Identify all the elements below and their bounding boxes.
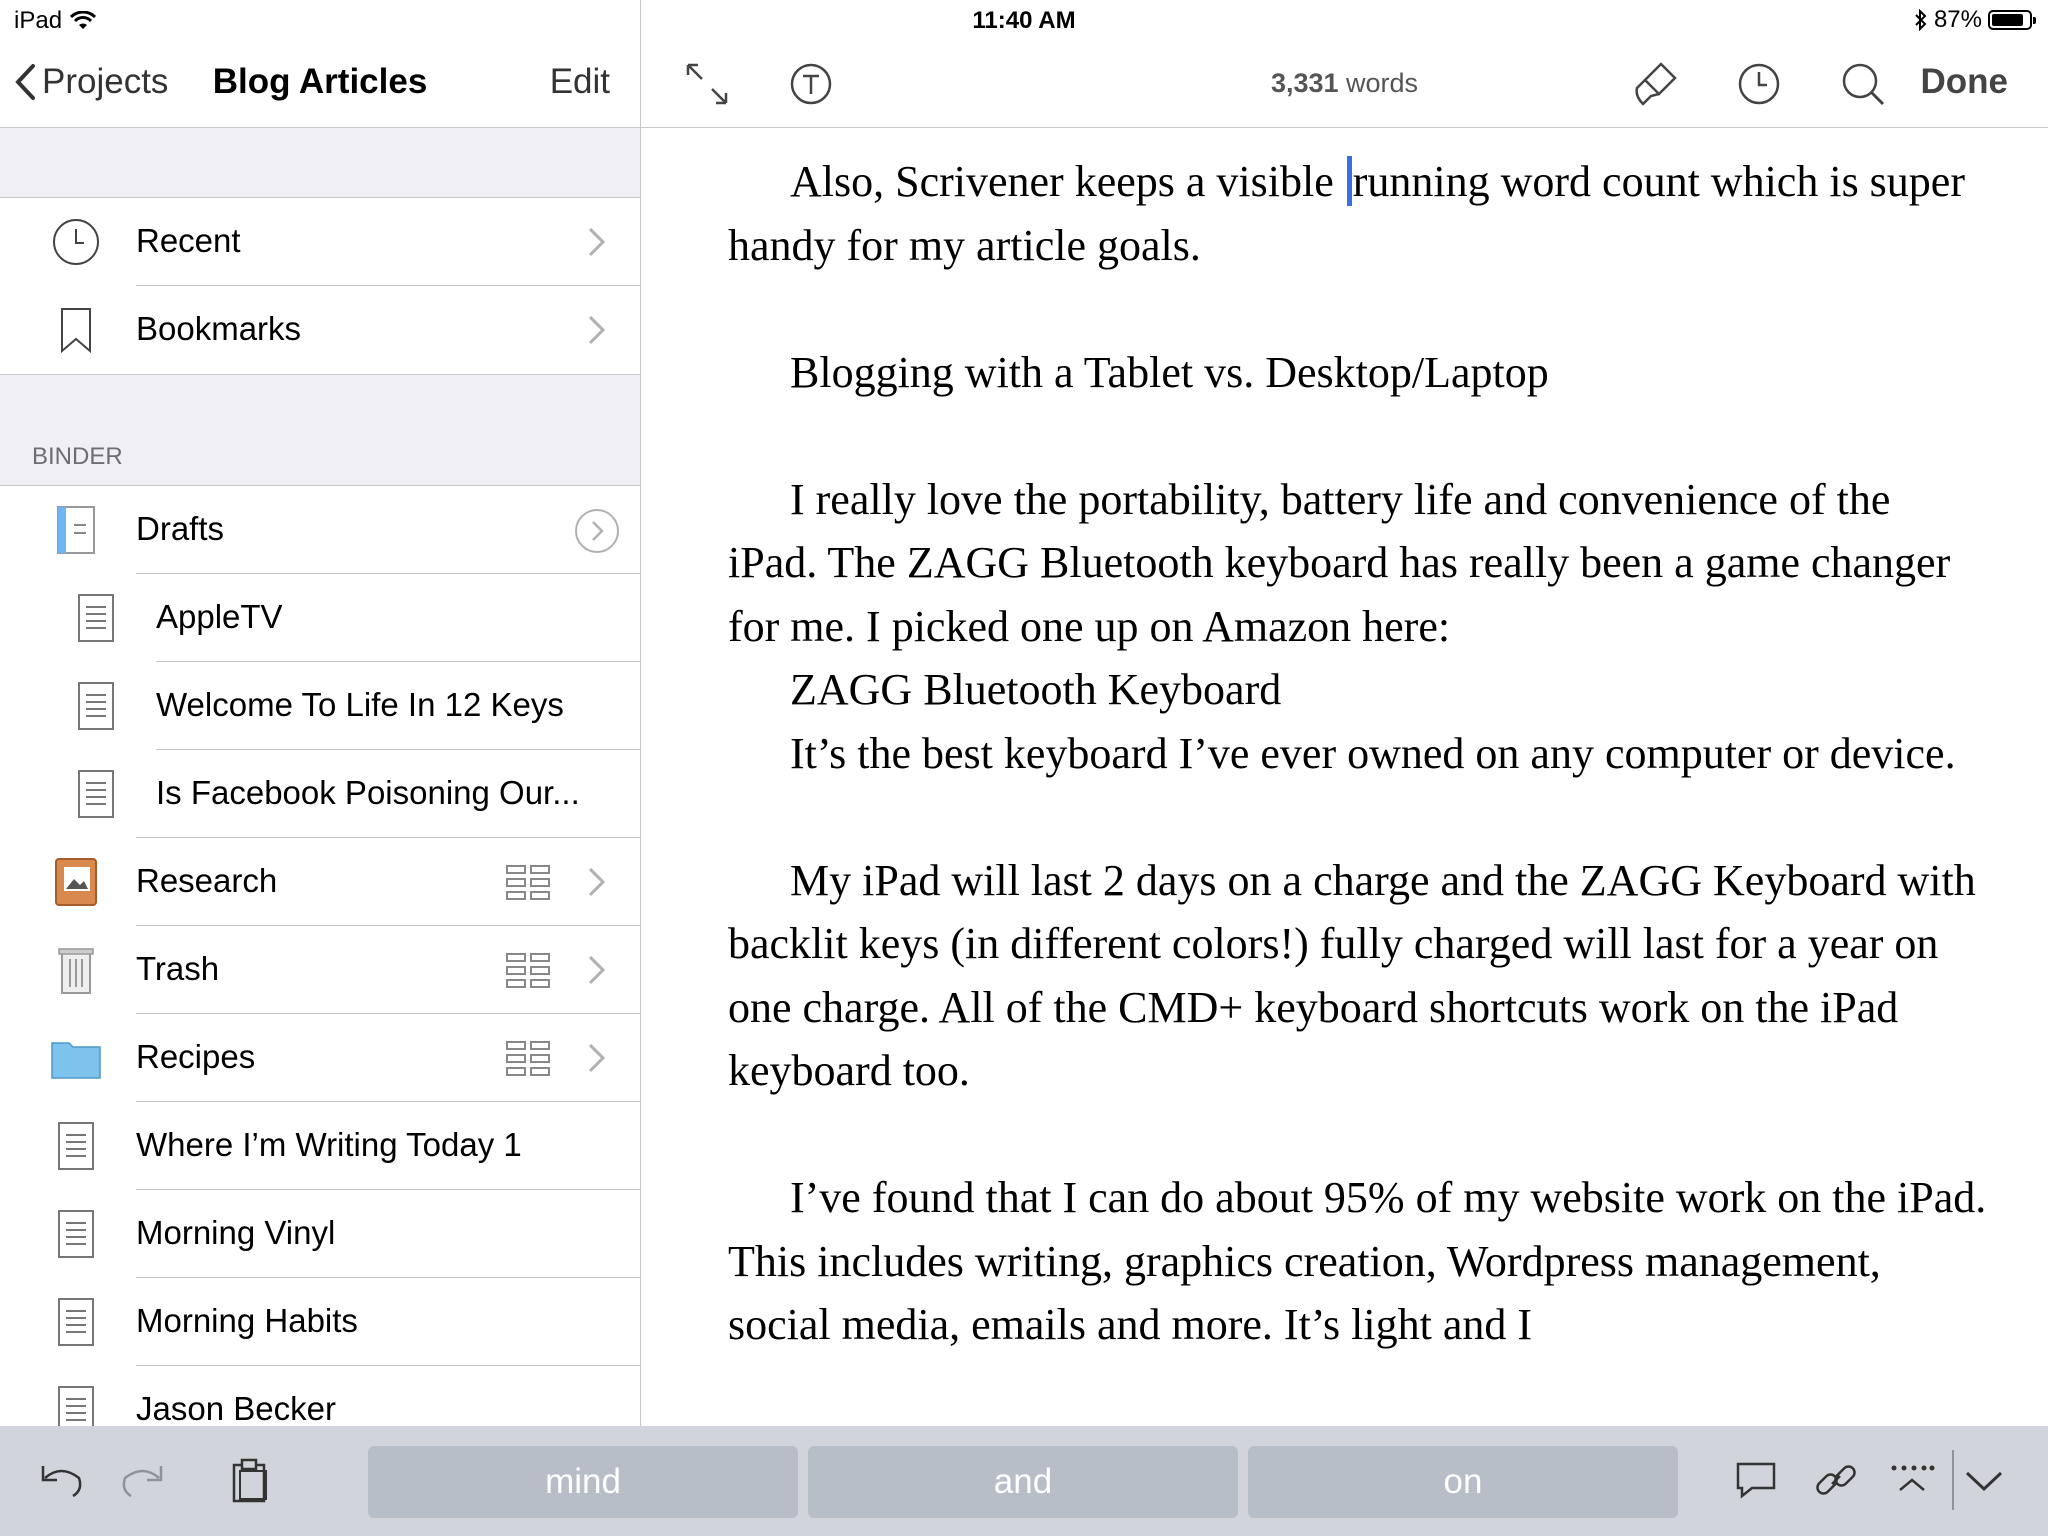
redo-icon[interactable] (116, 1454, 168, 1506)
sidebar-item-bookmarks[interactable] (0, 286, 640, 374)
document-icon (50, 1296, 102, 1348)
more-keys-icon[interactable] (1886, 1454, 1938, 1506)
history-clock-icon[interactable] (1731, 56, 1787, 112)
binder-item-label: Morning Vinyl (136, 1214, 336, 1251)
binder-item-morning-habits[interactable] (0, 1278, 640, 1366)
drafts-document-icon (50, 504, 102, 556)
chevron-right-icon[interactable] (584, 954, 610, 986)
sidebar-nav-bar (0, 40, 640, 128)
document-icon (70, 592, 122, 644)
split-divider[interactable] (640, 0, 641, 1426)
link-icon[interactable] (1810, 1454, 1862, 1506)
word-count-label: words (1346, 68, 1419, 98)
status-bar (0, 0, 2048, 40)
paragraph-text-before-cursor: Also, Scrivener keeps a visible (790, 157, 1345, 206)
corkboard-view-icon[interactable] (506, 953, 550, 989)
binder-item-jason-becker[interactable] (0, 1366, 640, 1426)
suggestion-button[interactable]: on (1248, 1446, 1678, 1518)
binder-item-appletv[interactable] (0, 574, 640, 662)
chevron-circle-icon[interactable] (574, 508, 620, 554)
paragraph: I’ve found that I can do about 95% of my website work on the iPad. This includes writing, graphics creation, Wordpress management, social media, emails and more. It’s light and I (728, 1173, 1987, 1349)
binder-item-research[interactable] (0, 838, 640, 926)
search-icon[interactable] (1835, 56, 1891, 112)
research-book-icon (50, 856, 102, 908)
text-cursor (1347, 156, 1352, 206)
bookmark-icon (50, 304, 102, 356)
binder-item-recipes[interactable] (0, 1014, 640, 1102)
keyboard-shortcut-bar (0, 1426, 2048, 1536)
paragraph: I really love the portability, battery life and convenience of the iPad. The ZAGG Bluetooth keyboard has really been a game changer for me. I picked one up on Amazon here: (728, 474, 1951, 651)
binder-item-label: Recipes (136, 1038, 256, 1075)
status-time: 11:40 AM (972, 7, 1076, 34)
binder-item-label: Welcome To Life In 12 Keys (156, 686, 564, 723)
corkboard-view-icon[interactable] (506, 865, 550, 901)
sidebar-item-label: Bookmarks (136, 310, 302, 347)
document-icon (70, 680, 122, 732)
battery-percent: 87% (1933, 6, 1982, 33)
chevron-right-icon[interactable] (584, 1042, 610, 1074)
binder-item-label: Research (136, 862, 278, 899)
format-brush-icon[interactable] (1627, 56, 1683, 112)
binder-item-label: Trash (136, 950, 220, 987)
binder-item-label: Where I’m Writing Today 1 (136, 1126, 522, 1163)
paragraph: It’s the best keyboard I’ve ever owned on any computer or device. (790, 728, 1956, 778)
document-editor[interactable] (728, 150, 1988, 1420)
back-label: Projects (42, 62, 169, 101)
binder-item-label: Jason Becker (136, 1390, 336, 1426)
suggestion-button[interactable]: and (808, 1446, 1238, 1518)
word-count-number: 3,331 (1270, 68, 1339, 98)
sidebar-spacer (0, 128, 640, 198)
paragraph (728, 150, 1988, 277)
comment-icon[interactable] (1730, 1454, 1782, 1506)
chevron-right-icon (584, 314, 610, 346)
editor-nav-bar (641, 40, 2048, 128)
project-title: Blog Articles (212, 62, 428, 101)
undo-icon[interactable] (36, 1454, 88, 1506)
corkboard-view-icon[interactable] (506, 1041, 550, 1077)
document-icon (50, 1120, 102, 1172)
toolbar-divider (1952, 1450, 1954, 1510)
binder-item-label: Morning Habits (136, 1302, 358, 1339)
binder-item-trash[interactable] (0, 926, 640, 1014)
suggestion-button[interactable]: mind (368, 1446, 798, 1518)
document-icon (70, 768, 122, 820)
battery-icon (1988, 10, 2032, 30)
document-icon (50, 1208, 102, 1260)
done-button[interactable]: Done (1920, 62, 2008, 101)
dismiss-keyboard-icon[interactable] (1958, 1454, 2010, 1506)
clock-icon (50, 216, 102, 268)
link-text[interactable]: ZAGG Bluetooth Keyboard (790, 665, 1282, 714)
paragraph-text-after-cursor: running word count which is super handy for my article goals. (728, 157, 1965, 270)
bluetooth-icon (1914, 9, 1928, 31)
binder-item-welcome[interactable] (0, 662, 640, 750)
device-name: iPad (14, 7, 63, 34)
sidebar-item-label: Recent (136, 222, 241, 259)
chevron-right-icon[interactable] (584, 866, 610, 898)
binder-item-label: Is Facebook Poisoning Our... (156, 774, 580, 811)
binder-item-writing-today[interactable] (0, 1102, 640, 1190)
section-heading: Blogging with a Tablet vs. Desktop/Laptop (790, 347, 1549, 397)
document-icon (50, 1384, 102, 1426)
binder-header: BINDER (32, 443, 123, 470)
sidebar-item-recent[interactable] (0, 198, 640, 286)
clipboard-icon[interactable] (224, 1454, 276, 1506)
binder-item-drafts[interactable] (0, 486, 640, 574)
paragraph: My iPad will last 2 days on a charge and the ZAGG Keyboard with backlit keys (in different colors!) fully charged will last for a year on one charge. All of the CMD+ keyboard shortcuts work on the iPad keyboard too. (728, 855, 1976, 1095)
folder-icon (50, 1032, 102, 1084)
binder-item-label: AppleTV (156, 598, 283, 635)
edit-button[interactable]: Edit (549, 62, 610, 101)
binder-item-facebook[interactable] (0, 750, 640, 838)
chevron-right-icon (584, 226, 610, 258)
trash-icon (50, 944, 102, 996)
binder-item-morning-vinyl[interactable] (0, 1190, 640, 1278)
binder-item-label: Drafts (136, 510, 225, 547)
status-right (1914, 6, 2032, 34)
